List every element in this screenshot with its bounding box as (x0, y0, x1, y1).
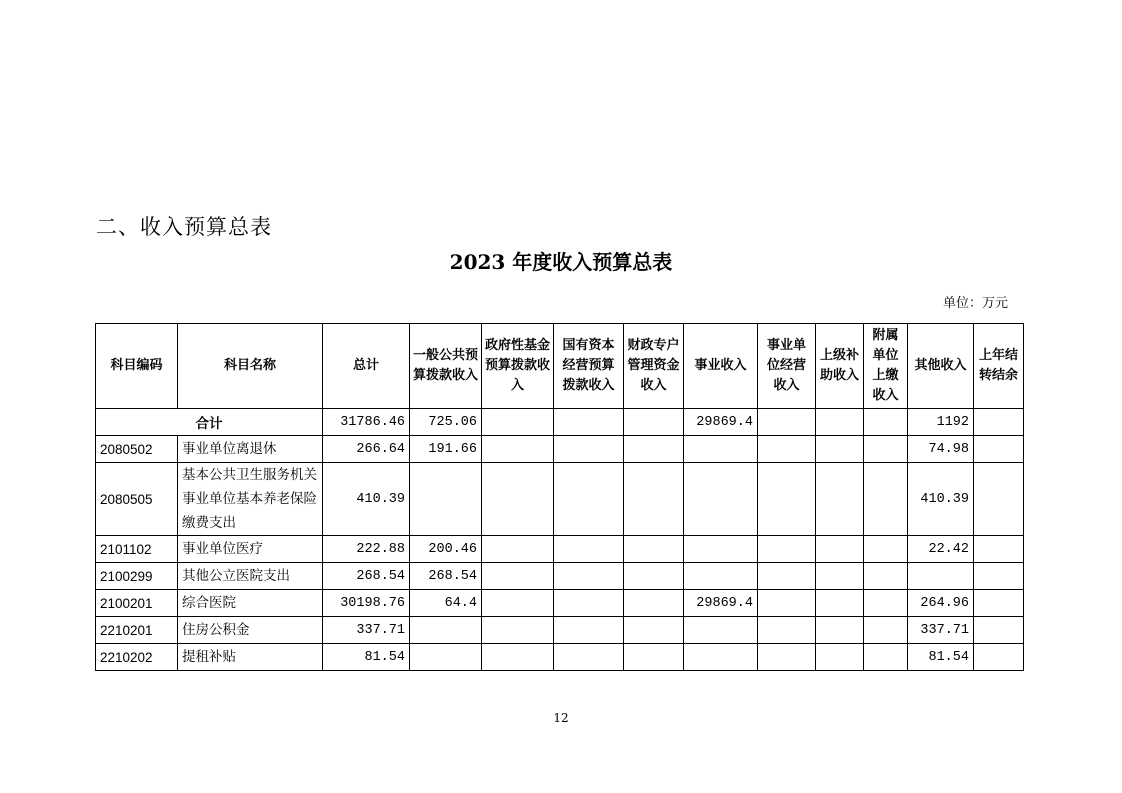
page-number: 12 (553, 711, 569, 725)
name-cell: 住房公积金 (178, 617, 323, 644)
header-cell: 上级补助收入 (816, 324, 864, 409)
value-cell (684, 644, 758, 671)
name-cell: 基本公共卫生服务机关事业单位基本养老保险缴费支出 (178, 463, 323, 536)
value-cell (482, 463, 554, 536)
header-cell: 其他收入 (908, 324, 974, 409)
value-cell: 268.54 (410, 563, 482, 590)
name-cell: 提租补贴 (178, 644, 323, 671)
value-cell (974, 436, 1024, 463)
header-cell: 国有资本经营预算拨款收入 (554, 324, 624, 409)
value-cell: 264.96 (908, 590, 974, 617)
value-cell (482, 563, 554, 590)
value-cell (864, 590, 908, 617)
value-cell (684, 463, 758, 536)
value-cell (624, 644, 684, 671)
value-cell (816, 463, 864, 536)
value-cell (864, 409, 908, 436)
code-cell: 2210202 (96, 644, 178, 671)
table-row (96, 590, 1024, 617)
value-cell (624, 617, 684, 644)
value-cell (684, 536, 758, 563)
value-cell: 81.54 (908, 644, 974, 671)
total-row (96, 409, 1024, 436)
value-cell: 31786.46 (323, 409, 410, 436)
code-cell: 2080505 (96, 463, 178, 536)
table-row (96, 536, 1024, 563)
header-cell: 总计 (323, 324, 410, 409)
value-cell (864, 644, 908, 671)
value-cell (758, 617, 816, 644)
header-cell: 财政专户管理资金收入 (624, 324, 684, 409)
value-cell (974, 409, 1024, 436)
value-cell (554, 409, 624, 436)
name-cell: 综合医院 (178, 590, 323, 617)
value-cell (554, 617, 624, 644)
value-cell (864, 463, 908, 536)
value-cell (908, 563, 974, 590)
name-cell: 事业单位医疗 (178, 536, 323, 563)
value-cell (864, 536, 908, 563)
value-cell (554, 563, 624, 590)
value-cell (482, 436, 554, 463)
value-cell (624, 409, 684, 436)
value-cell (758, 590, 816, 617)
value-cell (816, 617, 864, 644)
value-cell: 29869.4 (684, 409, 758, 436)
value-cell (554, 536, 624, 563)
header-cell: 上年结转结余 (974, 324, 1024, 409)
value-cell (974, 617, 1024, 644)
value-cell (816, 563, 864, 590)
value-cell (864, 436, 908, 463)
value-cell (624, 590, 684, 617)
code-cell: 2100201 (96, 590, 178, 617)
value-cell (816, 536, 864, 563)
section-heading: 二、收入预算总表 (96, 215, 272, 239)
value-cell (554, 463, 624, 536)
value-cell: 64.4 (410, 590, 482, 617)
value-cell (684, 563, 758, 590)
value-cell (758, 463, 816, 536)
header-cell: 科目编码 (96, 324, 178, 409)
table-row (96, 463, 1024, 536)
value-cell: 200.46 (410, 536, 482, 563)
code-cell: 2100299 (96, 563, 178, 590)
value-cell (684, 617, 758, 644)
value-cell (624, 463, 684, 536)
value-cell (482, 644, 554, 671)
value-cell: 337.71 (323, 617, 410, 644)
value-cell: 337.71 (908, 617, 974, 644)
value-cell: 191.66 (410, 436, 482, 463)
header-row (96, 324, 1024, 409)
code-cell: 2101102 (96, 536, 178, 563)
value-cell (816, 409, 864, 436)
value-cell (758, 644, 816, 671)
header-cell: 政府性基金预算拨款收入 (482, 324, 554, 409)
value-cell (974, 536, 1024, 563)
value-cell (410, 617, 482, 644)
value-cell: 74.98 (908, 436, 974, 463)
value-cell: 29869.4 (684, 590, 758, 617)
value-cell (554, 590, 624, 617)
value-cell (554, 436, 624, 463)
income-budget-table (95, 323, 1024, 671)
value-cell (482, 617, 554, 644)
value-cell (410, 644, 482, 671)
header-cell: 一般公共预算拨款收入 (410, 324, 482, 409)
value-cell (974, 644, 1024, 671)
header-cell: 事业收入 (684, 324, 758, 409)
value-cell (624, 536, 684, 563)
table-row (96, 436, 1024, 463)
value-cell: 222.88 (323, 536, 410, 563)
code-cell: 2210201 (96, 617, 178, 644)
value-cell (684, 436, 758, 463)
value-cell: 410.39 (323, 463, 410, 536)
value-cell (758, 536, 816, 563)
table-row (96, 563, 1024, 590)
value-cell (624, 436, 684, 463)
value-cell (410, 463, 482, 536)
table-row (96, 644, 1024, 671)
value-cell (482, 590, 554, 617)
value-cell (758, 563, 816, 590)
value-cell: 268.54 (323, 563, 410, 590)
value-cell: 1192 (908, 409, 974, 436)
value-cell (816, 436, 864, 463)
header-cell: 科目名称 (178, 324, 323, 409)
value-cell: 22.42 (908, 536, 974, 563)
value-cell (864, 563, 908, 590)
unit-label: 单位：万元 (942, 296, 1008, 311)
value-cell: 81.54 (323, 644, 410, 671)
header-cell: 事业单位经营收入 (758, 324, 816, 409)
value-cell (974, 563, 1024, 590)
name-cell: 事业单位离退休 (178, 436, 323, 463)
value-cell (554, 644, 624, 671)
value-cell: 410.39 (908, 463, 974, 536)
value-cell (758, 409, 816, 436)
value-cell: 725.06 (410, 409, 482, 436)
value-cell (482, 409, 554, 436)
value-cell (816, 590, 864, 617)
name-cell: 其他公立医院支出 (178, 563, 323, 590)
value-cell (864, 617, 908, 644)
value-cell (974, 590, 1024, 617)
value-cell (482, 536, 554, 563)
header-cell: 附属单位上缴收入 (864, 324, 908, 409)
value-cell: 266.64 (323, 436, 410, 463)
table-title: 2023 年度收入预算总表 (449, 250, 673, 274)
value-cell: 30198.76 (323, 590, 410, 617)
total-label: 合计 (96, 409, 323, 436)
value-cell (974, 463, 1024, 536)
value-cell (816, 644, 864, 671)
table-row (96, 617, 1024, 644)
code-cell: 2080502 (96, 436, 178, 463)
value-cell (758, 436, 816, 463)
value-cell (624, 563, 684, 590)
